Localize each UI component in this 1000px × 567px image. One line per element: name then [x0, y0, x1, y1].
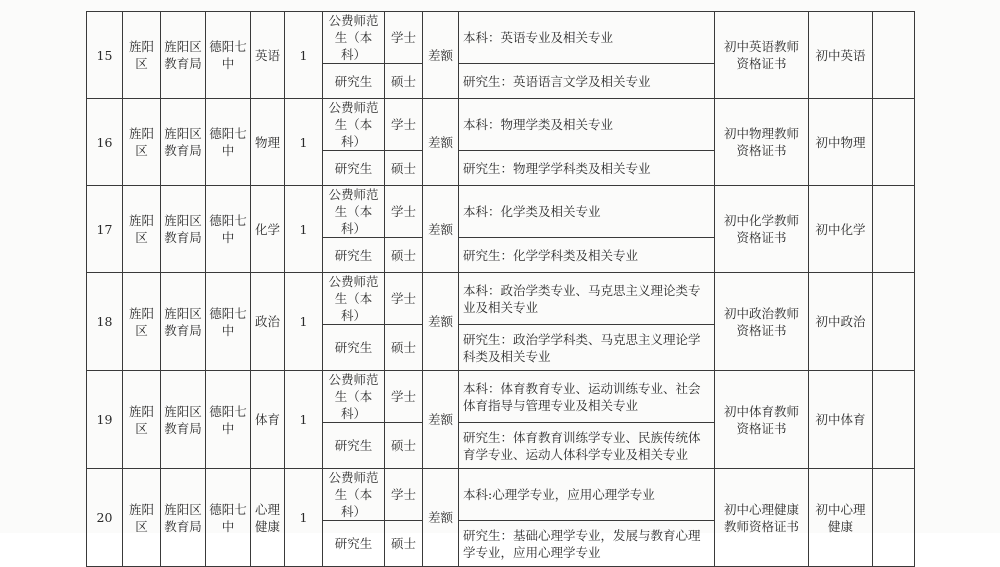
row-index: 15 [87, 12, 123, 99]
degree-grad-cell: 硕士 [385, 521, 423, 567]
remarks-cell [873, 12, 915, 99]
major-undergrad-cell: 本科：英语专业及相关专业 [459, 12, 715, 64]
subject-cell: 英语 [251, 12, 285, 99]
certificate-cell: 初中政治教师资格证书 [715, 273, 809, 371]
staffing-cell: 差额 [423, 273, 459, 371]
major-grad-cell: 研究生：化学学科类及相关专业 [459, 238, 715, 273]
certificate-cell: 初中体育教师资格证书 [715, 371, 809, 469]
major-grad-cell: 研究生：英语语言文学及相关专业 [459, 64, 715, 99]
post-cell: 初中心理健康 [809, 469, 873, 567]
quota-cell: 1 [285, 273, 323, 371]
certificate-cell: 初中英语教师资格证书 [715, 12, 809, 99]
row-index: 18 [87, 273, 123, 371]
department-cell: 旌阳区教育局 [161, 371, 206, 469]
type-undergrad-cell: 公费师范生（本科） [323, 371, 385, 423]
type-undergrad-cell: 公费师范生（本科） [323, 186, 385, 238]
degree-grad-cell: 硕士 [385, 423, 423, 469]
degree-undergrad-cell: 学士 [385, 469, 423, 521]
subject-cell: 化学 [251, 186, 285, 273]
type-undergrad-cell: 公费师范生（本科） [323, 12, 385, 64]
major-grad-cell: 研究生：政治学学科类、马克思主义理论学科类及相关专业 [459, 325, 715, 371]
department-cell: 旌阳区教育局 [161, 12, 206, 99]
certificate-cell: 初中化学教师资格证书 [715, 186, 809, 273]
subject-cell: 政治 [251, 273, 285, 371]
row-index: 20 [87, 469, 123, 567]
type-undergrad-cell: 公费师范生（本科） [323, 469, 385, 521]
post-cell: 初中物理 [809, 99, 873, 186]
degree-undergrad-cell: 学士 [385, 99, 423, 151]
row-index: 16 [87, 99, 123, 186]
type-grad-cell: 研究生 [323, 238, 385, 273]
major-undergrad-cell: 本科：体育教育专业、运动训练专业、社会体育指导与管理专业及相关专业 [459, 371, 715, 423]
remarks-cell [873, 371, 915, 469]
quota-cell: 1 [285, 186, 323, 273]
subject-cell: 心理健康 [251, 469, 285, 567]
school-cell: 德阳七中 [206, 99, 251, 186]
type-grad-cell: 研究生 [323, 325, 385, 371]
subject-cell: 物理 [251, 99, 285, 186]
quota-cell: 1 [285, 371, 323, 469]
major-undergrad-cell: 本科：物理学类及相关专业 [459, 99, 715, 151]
staffing-cell: 差额 [423, 371, 459, 469]
type-undergrad-cell: 公费师范生（本科） [323, 99, 385, 151]
remarks-cell [873, 186, 915, 273]
degree-undergrad-cell: 学士 [385, 371, 423, 423]
district-cell: 旌阳区 [123, 186, 161, 273]
department-cell: 旌阳区教育局 [161, 99, 206, 186]
district-cell: 旌阳区 [123, 273, 161, 371]
remarks-cell [873, 469, 915, 567]
type-undergrad-cell: 公费师范生（本科） [323, 273, 385, 325]
certificate-cell: 初中心理健康教师资格证书 [715, 469, 809, 567]
table-body [87, 12, 915, 567]
type-grad-cell: 研究生 [323, 151, 385, 186]
major-grad-cell: 研究生：基础心理学专业，发展与教育心理学专业，应用心理学专业 [459, 521, 715, 567]
table-row [87, 371, 915, 423]
degree-undergrad-cell: 学士 [385, 12, 423, 64]
quota-cell: 1 [285, 12, 323, 99]
post-cell: 初中体育 [809, 371, 873, 469]
type-grad-cell: 研究生 [323, 521, 385, 567]
school-cell: 德阳七中 [206, 186, 251, 273]
major-undergrad-cell: 本科:心理学专业，应用心理学专业 [459, 469, 715, 521]
school-cell: 德阳七中 [206, 371, 251, 469]
table-row [87, 469, 915, 521]
remarks-cell [873, 273, 915, 371]
table-row [87, 12, 915, 64]
post-cell: 初中政治 [809, 273, 873, 371]
degree-grad-cell: 硕士 [385, 325, 423, 371]
school-cell: 德阳七中 [206, 273, 251, 371]
table-row [87, 186, 915, 238]
type-grad-cell: 研究生 [323, 64, 385, 99]
department-cell: 旌阳区教育局 [161, 469, 206, 567]
degree-undergrad-cell: 学士 [385, 186, 423, 238]
post-cell: 初中化学 [809, 186, 873, 273]
degree-undergrad-cell: 学士 [385, 273, 423, 325]
row-index: 17 [87, 186, 123, 273]
staffing-cell: 差额 [423, 12, 459, 99]
remarks-cell [873, 99, 915, 186]
district-cell: 旌阳区 [123, 469, 161, 567]
recruitment-table [86, 11, 915, 567]
subject-cell: 体育 [251, 371, 285, 469]
district-cell: 旌阳区 [123, 99, 161, 186]
table-row [87, 99, 915, 151]
degree-grad-cell: 硕士 [385, 64, 423, 99]
type-grad-cell: 研究生 [323, 423, 385, 469]
staffing-cell: 差额 [423, 99, 459, 186]
major-undergrad-cell: 本科：化学类及相关专业 [459, 186, 715, 238]
degree-grad-cell: 硕士 [385, 151, 423, 186]
quota-cell: 1 [285, 99, 323, 186]
staffing-cell: 差额 [423, 186, 459, 273]
school-cell: 德阳七中 [206, 12, 251, 99]
certificate-cell: 初中物理教师资格证书 [715, 99, 809, 186]
district-cell: 旌阳区 [123, 12, 161, 99]
major-grad-cell: 研究生：体育教育训练学专业、民族传统体育学专业、运动人体科学专业及相关专业 [459, 423, 715, 469]
table-row [87, 273, 915, 325]
major-undergrad-cell: 本科：政治学类专业、马克思主义理论类专业及相关专业 [459, 273, 715, 325]
quota-cell: 1 [285, 469, 323, 567]
district-cell: 旌阳区 [123, 371, 161, 469]
department-cell: 旌阳区教育局 [161, 273, 206, 371]
staffing-cell: 差额 [423, 469, 459, 567]
major-grad-cell: 研究生：物理学学科类及相关专业 [459, 151, 715, 186]
degree-grad-cell: 硕士 [385, 238, 423, 273]
school-cell: 德阳七中 [206, 469, 251, 567]
row-index: 19 [87, 371, 123, 469]
post-cell: 初中英语 [809, 12, 873, 99]
department-cell: 旌阳区教育局 [161, 186, 206, 273]
